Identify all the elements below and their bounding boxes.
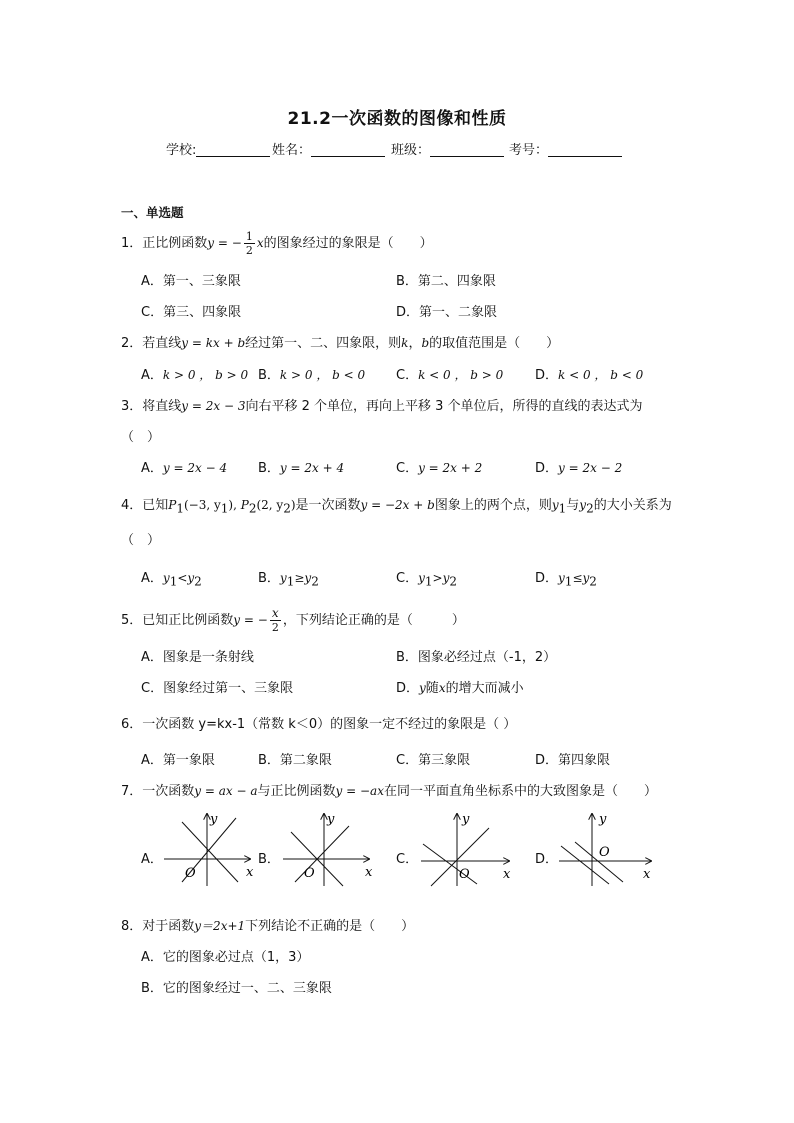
q3-suffix: 向右平移 2 个单位，再向上平移 3 个单位后，所得的直线的表达式为	[245, 399, 643, 414]
q7-equation-1: y = ax − a	[194, 784, 258, 798]
q4-y2: y	[579, 498, 587, 512]
q3-prefix: 3．将直线	[121, 399, 182, 414]
exam-no-field[interactable]	[509, 139, 622, 158]
q2-option-d-math: k < 0 ， b < 0	[558, 368, 644, 382]
q7-graph-b[interactable]	[279, 810, 379, 890]
q1-num: 1	[245, 230, 253, 243]
q4-option-d-label: D．	[535, 571, 559, 586]
q2-equation: y = kx + b	[181, 336, 246, 350]
name-label: 姓名：	[272, 143, 312, 158]
q4-mid2: 图象上的两个点，则	[434, 498, 552, 513]
y-label: y	[599, 812, 607, 827]
q5-option-d-y: y	[419, 681, 426, 695]
origin-label: O	[599, 845, 610, 860]
q2-option-c-label: C．	[396, 368, 419, 383]
q4-mid: 是一次函数	[295, 498, 361, 513]
q4-option-a-rel: <	[177, 571, 188, 585]
q2-option-a-label: A．	[141, 368, 163, 383]
q3-option-d-math: y = 2x − 2	[558, 461, 623, 475]
q5-lhs: y = −	[233, 613, 268, 627]
q4-p1-args: (−3, y	[184, 498, 221, 512]
x-label: x	[246, 865, 254, 880]
q5-den: 2	[271, 621, 279, 634]
school-field[interactable]	[166, 139, 270, 158]
q2-b: b	[421, 336, 430, 350]
q7-equation-2: y = −ax	[335, 784, 384, 798]
question-3	[121, 395, 643, 414]
y-label: y	[327, 812, 335, 827]
q5-fraction	[270, 607, 281, 634]
origin-label: O	[304, 866, 315, 881]
q3-option-b[interactable]	[258, 457, 344, 476]
q1-option-b[interactable]: B．第二、四象限	[396, 274, 496, 289]
q2-option-d-label: D．	[535, 368, 559, 383]
q3-option-b-label: B．	[258, 461, 280, 476]
q4-prefix: 4．已知	[121, 498, 169, 513]
q2-suffix: 的取值范围是（ ）	[429, 336, 560, 351]
q1-var: x	[256, 236, 264, 250]
q3-option-c-math: y = 2x + 2	[418, 461, 483, 475]
q3-option-d-label: D．	[535, 461, 559, 476]
q4-option-c-y: y	[418, 571, 425, 585]
q3-equation: y = 2x − 3	[181, 399, 246, 413]
q2-option-a-math: k > 0 ， b > 0	[162, 368, 249, 382]
q8-option-b[interactable]: B．它的图象经过一、二、三象限	[141, 981, 332, 996]
question-2	[121, 332, 559, 351]
q4-option-b-y2: y	[304, 571, 312, 585]
q7-option-d-label[interactable]: D．	[535, 852, 559, 867]
q3-option-c[interactable]	[396, 457, 482, 476]
section-heading: 一、单选题	[121, 205, 184, 220]
q2-comma: ，	[408, 336, 422, 351]
q7-prefix: 7．一次函数	[121, 784, 195, 799]
q4-option-a-label: A．	[141, 571, 163, 586]
q2-option-c-math: k < 0 ， b > 0	[418, 368, 504, 382]
q6-option-c[interactable]: C．第三象限	[396, 753, 471, 768]
q3-option-d[interactable]	[535, 457, 622, 476]
q1-prefix: 1．正比例函数	[121, 236, 208, 251]
question-5	[121, 607, 465, 634]
name-field[interactable]	[272, 139, 385, 158]
q4-p2: P	[240, 498, 249, 512]
exam-no-label: 考号：	[509, 143, 549, 158]
school-label: 学校:	[166, 143, 197, 158]
q4-option-c-rel: >	[432, 571, 443, 585]
q5-option-d-mid: 随	[425, 681, 439, 696]
q2-prefix: 2．若直线	[121, 336, 182, 351]
q4-option-a-y2: y	[187, 571, 195, 585]
q2-k: k	[401, 336, 409, 350]
q6-option-d[interactable]: D．第四象限	[535, 753, 611, 768]
q5-option-a[interactable]: A．图象是一条射线	[141, 650, 254, 665]
origin-label: O	[185, 866, 196, 881]
q7-suffix: 在同一平面直角坐标系中的大致图象是（ ）	[383, 784, 657, 799]
q3-option-a[interactable]	[141, 457, 227, 476]
q4-p1: P	[168, 498, 177, 512]
q1-fraction	[244, 230, 255, 257]
q7-option-a-label[interactable]: A．	[141, 852, 163, 867]
x-label: x	[643, 867, 651, 882]
q4-suffix: 的大小关系为	[593, 498, 672, 513]
q5-option-c[interactable]: C．图象经过第一、三象限	[141, 681, 294, 696]
y-label: y	[210, 812, 218, 827]
q1-option-c[interactable]: C．第三、四象限	[141, 305, 242, 320]
school-blank	[196, 142, 270, 157]
q7-mid: 与正比例函数	[257, 784, 336, 799]
q1-option-a[interactable]: A．第一、三象限	[141, 274, 241, 289]
q3-option-c-label: C．	[396, 461, 419, 476]
x-label: x	[503, 867, 511, 882]
q4-option-b-y: y	[279, 571, 287, 585]
y-label: y	[462, 812, 470, 827]
q5-suffix: ，下列结论正确的是（ ）	[282, 613, 465, 628]
question-7	[121, 780, 657, 799]
q1-den: 2	[245, 244, 253, 257]
class-field[interactable]	[391, 139, 504, 158]
q8-equation: y＝2x+1	[194, 919, 246, 933]
q2-option-b-label: B．	[258, 368, 280, 383]
q4-option-a-y: y	[162, 571, 170, 585]
q7-graph-a[interactable]	[160, 810, 260, 890]
x-label: x	[365, 865, 373, 880]
q2-option-c[interactable]	[396, 364, 503, 383]
page-title: 21.2一次函数的图像和性质	[287, 109, 507, 129]
origin-label: O	[459, 867, 470, 882]
class-label: 班级：	[391, 143, 431, 158]
q4-option-d-rel: ≤	[572, 571, 583, 585]
q6-option-b[interactable]: B．第二象限	[258, 753, 332, 768]
q4-option-b-rel: ≥	[294, 571, 305, 585]
name-blank	[311, 142, 385, 157]
q7-graph-d[interactable]	[557, 810, 657, 890]
q4-y1: y	[551, 498, 559, 512]
q4-equation: y = −2x + b	[360, 498, 435, 512]
q7-option-b-label[interactable]: B．	[258, 852, 280, 867]
q6-option-a[interactable]: A．第一象限	[141, 753, 215, 768]
exam-no-blank	[548, 142, 622, 157]
q2-mid: 经过第一、二、四象限，则	[245, 336, 402, 351]
question-4: 4．已知$P_1(-3$, $y_1$), $P_2(2$, $y_2$)是一次函数y = −2x + b图象上的两个点，则$y_1$与$y_2$的大小关系为	[121, 498, 672, 516]
q7-graph-c[interactable]	[417, 810, 517, 890]
q4-option-c-y2: y	[442, 571, 450, 585]
q3-option-a-label: A．	[141, 461, 163, 476]
q3-option-a-math: y = 2x − 4	[162, 461, 228, 475]
q4-option-d[interactable]: D．$y_1\le y_2$	[535, 571, 597, 589]
q5-option-d-suffix: 的增大而减小	[445, 681, 524, 696]
q2-option-a[interactable]	[141, 364, 248, 383]
q8-option-a[interactable]: A．它的图象必过点（1，3）	[141, 950, 310, 965]
question-8	[121, 915, 414, 934]
q2-option-b-math: k > 0 ， b < 0	[279, 368, 366, 382]
question-6: 6．一次函数 y=kx-1（常数 k＜0）的图象一定不经过的象限是（ ）	[121, 717, 517, 732]
q5-prefix: 5．已知正比例函数	[121, 613, 234, 628]
q5-option-d[interactable]	[396, 677, 524, 696]
q8-prefix: 8．对于函数	[121, 919, 195, 934]
q1-lhs: y = −	[207, 236, 242, 250]
q2-option-d[interactable]	[535, 364, 643, 383]
class-blank	[430, 142, 504, 157]
q4-option-d-y2: y	[582, 571, 590, 585]
question-1	[121, 230, 433, 257]
q3-answer-bracket: （ ）	[121, 430, 161, 445]
q5-option-b[interactable]: B．图象必经过点（-1，2）	[396, 650, 557, 665]
q4-p2-args: (2, y	[256, 498, 284, 512]
q2-option-b[interactable]	[258, 364, 365, 383]
q4-answer-bracket: （ ）	[121, 533, 161, 548]
q5-option-d-x: x	[438, 681, 446, 695]
q5-num: x	[270, 607, 281, 621]
q4-option-b[interactable]: B．$y_1\ge y_2$	[258, 571, 319, 589]
q4-option-b-label: B．	[258, 571, 280, 586]
q4-option-c[interactable]: C．$y_1>y_2$	[396, 571, 457, 589]
q4-option-d-y: y	[558, 571, 565, 585]
q4-option-c-label: C．	[396, 571, 419, 586]
q1-suffix: 的图象经过的象限是（ ）	[263, 236, 433, 251]
q4-option-a[interactable]: A．$y_1<y_2$	[141, 571, 202, 589]
q8-suffix: 下列结论不正确的是（ ）	[245, 919, 415, 934]
q1-option-d[interactable]: D．第一、二象限	[396, 305, 498, 320]
q7-option-c-label[interactable]: C．	[396, 852, 419, 867]
q4-with: 与	[566, 498, 580, 513]
q3-option-b-math: y = 2x + 4	[279, 461, 345, 475]
q5-option-d-label: D．	[396, 681, 420, 696]
